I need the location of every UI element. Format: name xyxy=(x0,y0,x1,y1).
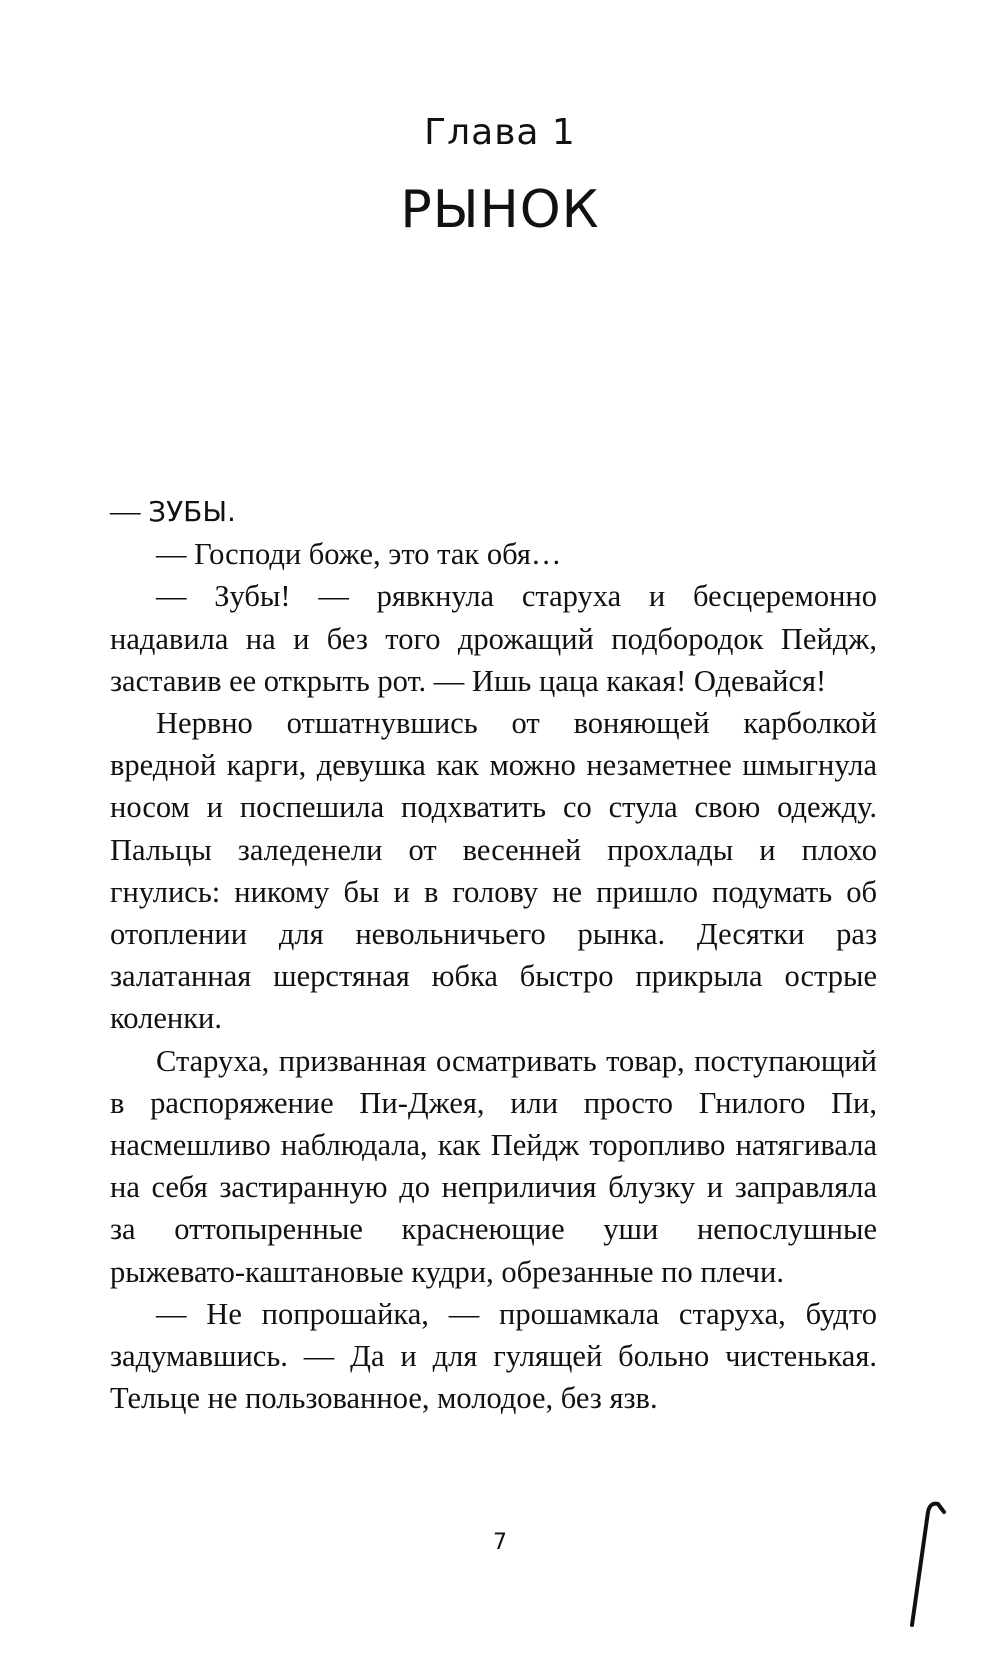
page-number: 7 xyxy=(493,1530,507,1555)
chapter-body xyxy=(110,490,877,1419)
paragraph: Нервно отшатнувшись от воняющей карболкой вредной карги, девушка как можно незаметнее шмыгнула носом и поспешила подхватить со стула свою одежду. Пальцы заледенели от весенней прохлады и плохо гнулись: никому бы и в голову не пришло подумать об отоплении для невольничьего рынка. Десятки раз залатанная шерстяная юбка быстро прикрыла острые коленки. xyxy=(110,706,877,1036)
paragraph: Старуха, призванная осматривать товар, поступающий в распоряжение Пи-Джея, или просто Гнилого Пи, насмешливо наблюдала, как Пейдж торопливо натягивала на себя застиранную до неприличия блузку и заправляла за оттопыренные краснеющие уши непослушные рыжевато-каштановые кудри, обрезанные по плечи. xyxy=(110,1043,877,1289)
pen-mark xyxy=(900,1490,960,1630)
opening-caps: ЗУБЫ. xyxy=(148,495,236,528)
paragraph xyxy=(110,490,877,533)
paragraph: — Господи боже, это так обя… xyxy=(156,537,562,572)
opening-dash: — xyxy=(110,494,149,528)
chapter-label: Глава 1 xyxy=(424,112,576,153)
paragraph: — Не попрошайка, — прошамкала старуха, будто задумавшись. — Да и для гулящей больно чистенькая. Тельце не пользованное, молодое, без язв. xyxy=(110,1296,877,1416)
paragraph: — Зубы! — рявкнула старуха и бесцеремонно надавила на и без того дрожащий подбородок Пейдж, заставив ее открыть рот. — Ишь цаца какая! Одевайся! xyxy=(110,579,877,698)
chapter-title: РЫНОК xyxy=(400,180,600,240)
